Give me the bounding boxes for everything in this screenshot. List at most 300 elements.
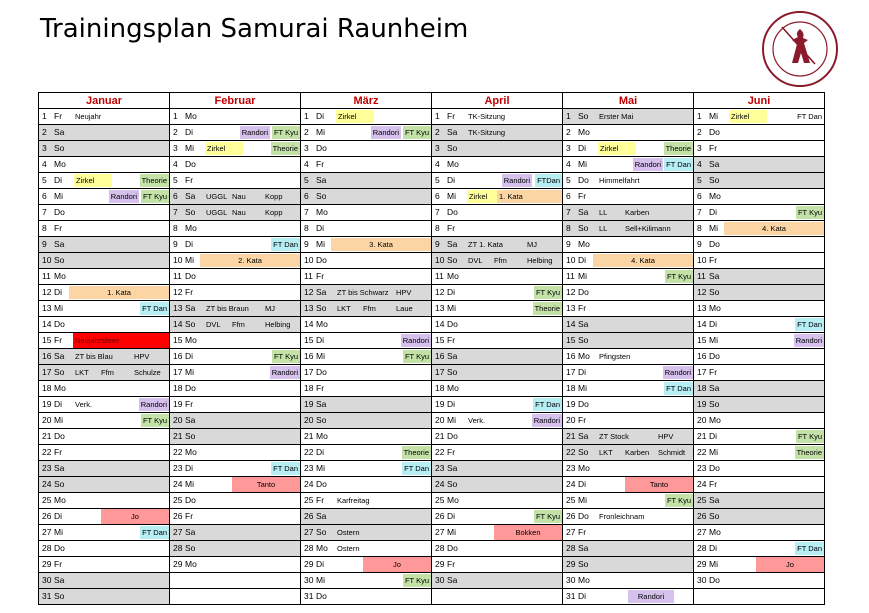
day-cell	[170, 157, 301, 173]
table-row	[39, 205, 825, 221]
weekday: Di	[447, 287, 456, 297]
day-cell	[432, 285, 563, 301]
weekday: Di	[447, 399, 456, 409]
weekday: So	[709, 399, 720, 409]
day-cell	[301, 525, 432, 541]
day-cell	[170, 541, 301, 557]
day-number: 5	[435, 175, 440, 185]
weekday: Mi	[316, 463, 325, 473]
day-cell	[301, 173, 432, 189]
table-row	[39, 269, 825, 285]
weekday: Sa	[447, 351, 458, 361]
day-cell	[432, 237, 563, 253]
day-entry: Jo	[756, 557, 824, 572]
weekday: Do	[709, 575, 720, 585]
day-number: 2	[42, 127, 47, 137]
day-entry: Zirkel	[74, 174, 112, 187]
weekday: Mo	[316, 207, 328, 217]
day-number: 16	[435, 351, 445, 361]
day-cell	[563, 573, 694, 589]
day-number: 7	[304, 207, 309, 217]
weekday: Do	[316, 143, 327, 153]
weekday: So	[54, 479, 65, 489]
weekday: So	[447, 367, 458, 377]
weekday: So	[709, 511, 720, 521]
day-number: 15	[435, 335, 445, 345]
weekday: So	[185, 319, 196, 329]
weekday: Sa	[578, 207, 589, 217]
day-number: 29	[42, 559, 52, 569]
day-number: 20	[42, 415, 52, 425]
weekday: Mo	[578, 239, 590, 249]
day-cell	[39, 269, 170, 285]
day-cell	[694, 125, 825, 141]
day-entry: LL	[599, 224, 608, 233]
day-number: 26	[435, 511, 445, 521]
day-entry: FT Kyu	[142, 416, 167, 425]
weekday: Do	[54, 431, 65, 441]
day-number: 20	[173, 415, 183, 425]
day-cell	[694, 269, 825, 285]
weekday: Do	[185, 383, 196, 393]
day-cell	[432, 269, 563, 285]
day-cell	[432, 525, 563, 541]
day-number: 29	[566, 559, 576, 569]
day-cell	[301, 109, 432, 125]
day-number: 15	[173, 335, 183, 345]
weekday: Do	[578, 175, 589, 185]
day-cell	[301, 349, 432, 365]
day-cell	[39, 205, 170, 221]
day-cell	[39, 541, 170, 557]
day-entry: FT Dan	[142, 528, 167, 537]
day-entry: Verk.	[468, 416, 486, 425]
day-cell	[563, 477, 694, 493]
weekday: Mo	[578, 463, 590, 473]
day-entry: FT Kyu	[404, 128, 429, 137]
day-number: 20	[697, 415, 707, 425]
day-cell	[39, 493, 170, 509]
day-number: 8	[435, 223, 440, 233]
day-cell	[563, 589, 694, 605]
weekday: Di	[185, 239, 194, 249]
day-entry: Himmelfahrt	[599, 176, 640, 185]
weekday: Mo	[447, 271, 459, 281]
day-cell	[301, 365, 432, 381]
weekday: Do	[185, 271, 196, 281]
weekday: Mi	[185, 143, 194, 153]
day-entry: Randori	[628, 590, 674, 603]
day-cell	[563, 317, 694, 333]
day-cell	[39, 589, 170, 605]
table-row	[39, 141, 825, 157]
day-number: 28	[566, 543, 576, 553]
day-number: 9	[304, 239, 309, 249]
weekday: Mi	[316, 127, 325, 137]
day-entry: Tanto	[232, 477, 300, 492]
weekday: Di	[578, 591, 587, 601]
day-cell	[170, 301, 301, 317]
day-entry: Theorie	[665, 144, 691, 153]
day-number: 15	[697, 335, 707, 345]
day-cell	[694, 141, 825, 157]
weekday: Mo	[185, 559, 197, 569]
day-number: 14	[566, 319, 576, 329]
day-number: 18	[173, 383, 183, 393]
weekday: Mo	[709, 191, 721, 201]
day-number: 10	[173, 255, 183, 265]
day-entry: Kopp	[265, 208, 283, 217]
day-cell	[432, 509, 563, 525]
day-cell	[301, 221, 432, 237]
day-cell	[432, 317, 563, 333]
day-cell	[301, 269, 432, 285]
day-cell	[39, 109, 170, 125]
weekday: Mo	[54, 383, 66, 393]
table-row	[39, 573, 825, 589]
day-cell	[301, 189, 432, 205]
day-cell	[170, 445, 301, 461]
day-cell	[694, 253, 825, 269]
day-number: 16	[173, 351, 183, 361]
weekday: Mi	[54, 415, 63, 425]
weekday: Mi	[185, 255, 194, 265]
day-entry: Erster Mai	[599, 112, 634, 121]
weekday: Mi	[316, 239, 325, 249]
day-cell	[563, 349, 694, 365]
weekday: Mo	[54, 495, 66, 505]
day-cell	[39, 413, 170, 429]
weekday: Di	[316, 223, 325, 233]
day-number: 22	[697, 447, 707, 457]
day-cell	[694, 445, 825, 461]
weekday: Mo	[709, 527, 721, 537]
weekday: Di	[578, 143, 587, 153]
day-number: 31	[304, 591, 314, 601]
day-cell	[170, 221, 301, 237]
day-number: 13	[435, 303, 445, 313]
day-number: 5	[173, 175, 178, 185]
weekday: So	[54, 255, 65, 265]
weekday: Mi	[447, 527, 456, 537]
weekday: So	[709, 175, 720, 185]
day-number: 29	[304, 559, 314, 569]
day-entry: DVL	[468, 256, 483, 265]
day-cell	[694, 365, 825, 381]
weekday: Fr	[709, 479, 718, 489]
weekday: Do	[185, 495, 196, 505]
weekday: Di	[316, 335, 325, 345]
weekday: Fr	[185, 399, 194, 409]
day-entry: FT Dan	[142, 304, 167, 313]
weekday: Mi	[709, 559, 718, 569]
day-number: 23	[435, 463, 445, 473]
weekday: So	[578, 559, 589, 569]
day-number: 12	[566, 287, 576, 297]
day-number: 26	[42, 511, 52, 521]
day-cell	[39, 317, 170, 333]
day-number: 4	[566, 159, 571, 169]
day-cell	[170, 253, 301, 269]
weekday: Do	[709, 463, 720, 473]
day-cell	[301, 541, 432, 557]
table-row	[39, 493, 825, 509]
weekday: Mi	[316, 351, 325, 361]
day-number: 30	[42, 575, 52, 585]
training-plan-table	[38, 92, 825, 605]
table-row	[39, 317, 825, 333]
day-number: 24	[304, 479, 314, 489]
day-cell	[432, 125, 563, 141]
day-cell	[432, 349, 563, 365]
day-entry: Karben	[625, 448, 650, 457]
weekday: Mo	[578, 575, 590, 585]
weekday: Di	[185, 463, 194, 473]
day-cell	[563, 173, 694, 189]
day-entry: FT Kyu	[797, 432, 822, 441]
day-cell	[563, 525, 694, 541]
day-number: 6	[435, 191, 440, 201]
day-cell	[301, 413, 432, 429]
day-number: 10	[697, 255, 707, 265]
weekday: Di	[709, 319, 718, 329]
day-number: 22	[435, 447, 445, 457]
day-number: 10	[42, 255, 52, 265]
weekday: Mi	[578, 159, 587, 169]
day-cell	[694, 109, 825, 125]
weekday: Sa	[54, 463, 65, 473]
day-entry: Helbing	[265, 320, 291, 329]
day-number: 6	[42, 191, 47, 201]
day-number: 29	[435, 559, 445, 569]
day-cell	[301, 237, 432, 253]
day-number: 7	[697, 207, 702, 217]
day-number: 28	[697, 543, 707, 553]
day-number: 28	[435, 543, 445, 553]
day-number: 2	[173, 127, 178, 137]
day-cell	[694, 189, 825, 205]
day-number: 4	[304, 159, 309, 169]
weekday: Mo	[578, 351, 590, 361]
weekday: Sa	[709, 383, 720, 393]
day-entry: Randori	[241, 128, 268, 137]
day-number: 20	[566, 415, 576, 425]
day-cell	[301, 493, 432, 509]
weekday: Mo	[709, 415, 721, 425]
weekday: Sa	[709, 159, 720, 169]
day-entry: MJ	[265, 304, 275, 313]
table-row	[39, 125, 825, 141]
day-number: 22	[42, 447, 52, 457]
day-number: 22	[304, 447, 314, 457]
day-entry: Theorie	[272, 144, 298, 153]
day-cell	[694, 237, 825, 253]
day-cell	[694, 333, 825, 349]
weekday: Do	[709, 351, 720, 361]
day-cell	[432, 301, 563, 317]
day-entry: HPV	[658, 432, 674, 441]
day-number: 17	[697, 367, 707, 377]
day-number: 27	[435, 527, 445, 537]
day-number: 14	[697, 319, 707, 329]
day-cell	[301, 557, 432, 573]
day-cell	[170, 477, 301, 493]
day-number: 17	[566, 367, 576, 377]
day-number: 11	[42, 271, 51, 281]
weekday: Di	[709, 431, 718, 441]
day-cell	[694, 525, 825, 541]
day-cell	[170, 141, 301, 157]
weekday: Mi	[709, 223, 718, 233]
month-header-row	[39, 93, 825, 109]
weekday: Fr	[185, 175, 194, 185]
weekday: Do	[447, 543, 458, 553]
day-cell	[694, 397, 825, 413]
weekday: Di	[578, 367, 587, 377]
day-entry: FT Dan	[797, 112, 822, 121]
weekday: Di	[578, 479, 587, 489]
day-entry: Randori	[795, 336, 822, 345]
day-number: 7	[435, 207, 440, 217]
day-number: 7	[173, 207, 178, 217]
day-entry: Nau	[232, 208, 246, 217]
day-cell	[39, 429, 170, 445]
day-cell	[170, 397, 301, 413]
day-cell	[170, 205, 301, 221]
weekday: Mi	[447, 191, 456, 201]
day-cell	[694, 557, 825, 573]
day-number: 16	[42, 351, 52, 361]
day-cell	[39, 397, 170, 413]
weekday: Do	[185, 159, 196, 169]
weekday: Di	[54, 175, 63, 185]
day-number: 26	[697, 511, 707, 521]
day-cell	[432, 189, 563, 205]
day-number: 21	[566, 431, 576, 441]
day-number: 4	[697, 159, 702, 169]
day-number: 24	[42, 479, 52, 489]
day-number: 19	[304, 399, 314, 409]
table-row	[39, 253, 825, 269]
day-cell	[301, 253, 432, 269]
day-number: 12	[173, 287, 183, 297]
day-entry: Randori	[372, 128, 399, 137]
day-cell	[301, 477, 432, 493]
day-entry: FT Dan	[666, 160, 691, 169]
table-row	[39, 541, 825, 557]
day-cell	[432, 541, 563, 557]
weekday: Mi	[578, 383, 587, 393]
weekday: Di	[709, 207, 718, 217]
day-cell	[694, 541, 825, 557]
table-row	[39, 509, 825, 525]
day-number: 27	[42, 527, 52, 537]
weekday: Sa	[185, 415, 196, 425]
day-number: 11	[566, 271, 575, 281]
day-number: 31	[42, 591, 52, 601]
day-number: 11	[304, 271, 313, 281]
weekday: Mo	[578, 127, 590, 137]
weekday: Fr	[447, 559, 456, 569]
day-entry: Pfingsten	[599, 352, 631, 361]
day-number: 10	[304, 255, 314, 265]
day-entry: UGGL	[206, 192, 228, 201]
weekday: Fr	[447, 335, 456, 345]
weekday: So	[578, 111, 589, 121]
weekday: Do	[709, 127, 720, 137]
day-cell	[432, 205, 563, 221]
day-cell	[301, 125, 432, 141]
day-number: 21	[697, 431, 707, 441]
day-number: 22	[173, 447, 183, 457]
weekday: Di	[709, 543, 718, 553]
day-cell	[170, 269, 301, 285]
day-number: 16	[304, 351, 314, 361]
day-entry: LKT	[599, 448, 613, 457]
table-row	[39, 413, 825, 429]
day-cell	[39, 461, 170, 477]
day-number: 15	[42, 335, 52, 345]
day-entry: ZT bis Schwarz	[337, 288, 389, 297]
day-number: 16	[697, 351, 707, 361]
day-entry: FT Dan	[273, 464, 298, 473]
day-entry: FTDan	[537, 176, 560, 185]
weekday: Do	[578, 511, 589, 521]
day-number: 10	[566, 255, 576, 265]
day-number: 14	[304, 319, 314, 329]
table-row	[39, 157, 825, 173]
weekday: Mo	[447, 383, 459, 393]
day-number: 9	[173, 239, 178, 249]
day-number: 12	[435, 287, 445, 297]
club-logo-icon	[760, 9, 840, 89]
day-cell	[563, 429, 694, 445]
day-cell	[694, 285, 825, 301]
weekday: Mi	[447, 303, 456, 313]
day-cell	[170, 285, 301, 301]
day-number: 21	[435, 431, 445, 441]
day-number: 10	[435, 255, 445, 265]
weekday: Do	[578, 399, 589, 409]
day-number: 25	[173, 495, 183, 505]
weekday: Fr	[578, 191, 587, 201]
weekday: Sa	[316, 287, 327, 297]
weekday: Sa	[185, 527, 196, 537]
day-cell	[563, 189, 694, 205]
day-entry: Zirkel	[467, 190, 505, 203]
day-entry: Randori	[271, 368, 298, 377]
day-entry: Jo	[363, 557, 431, 572]
day-cell	[39, 141, 170, 157]
day-cell	[694, 429, 825, 445]
day-number: 14	[435, 319, 445, 329]
day-cell	[301, 509, 432, 525]
day-cell	[432, 493, 563, 509]
day-number: 5	[566, 175, 571, 185]
weekday: Mi	[709, 335, 718, 345]
day-cell	[170, 189, 301, 205]
day-entry: Ostern	[337, 528, 360, 537]
day-cell	[694, 157, 825, 173]
day-cell	[563, 125, 694, 141]
day-cell	[39, 509, 170, 525]
weekday: So	[316, 527, 327, 537]
day-cell	[694, 477, 825, 493]
day-entry: FT Kyu	[404, 576, 429, 585]
weekday: So	[54, 367, 65, 377]
day-entry: Zirkel	[729, 110, 767, 123]
day-number: 28	[42, 543, 52, 553]
